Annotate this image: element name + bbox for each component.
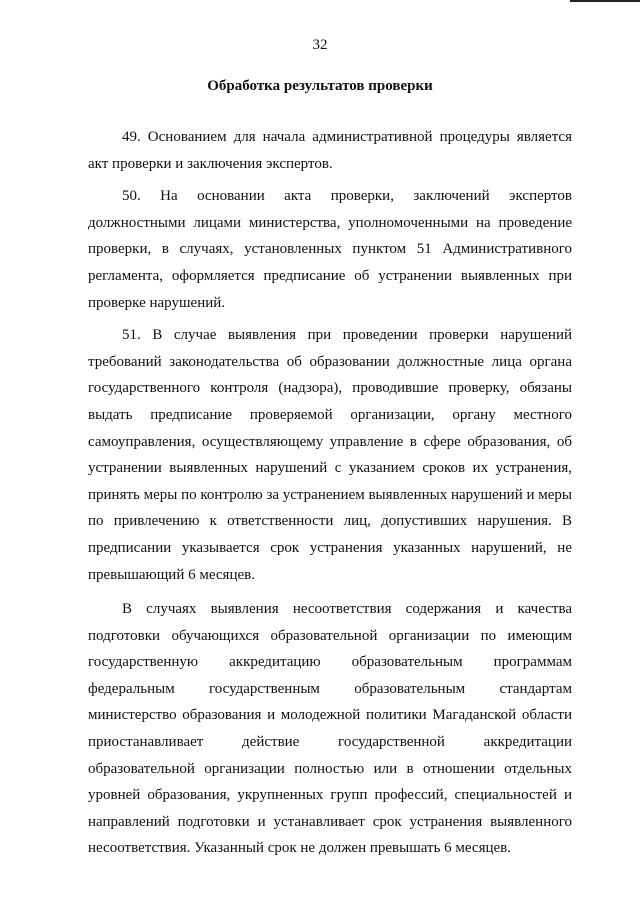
paragraph-accreditation-suspension: В случаях выявления несоответствия содержания и качества подготовки обучающихся образовательной организации по имеющим государственную аккредитацию образовательным программам федеральным государственным образовательным стандартам министерство образования и молодежной политики Магаданской области приостанавливает действие государственной аккредитации образовательной организации полностью или в отношении отдельных уровней образования, укрупненных групп профессий, специальностей и направлений подготовки и устанавливает срок устранения выявленного несоответствия. Указанный срок не должен превышать 6 месяцев. — [88, 601, 572, 857]
page-number: 32 — [312, 37, 328, 53]
paragraph-49: 49. Основанием для начала административной процедуры является акт проверки и заключения экспертов. — [88, 129, 572, 172]
document-body — [88, 124, 572, 862]
paragraph-50: 50. На основании акта проверки, заключений экспертов должностными лицами министерства, уполномоченными на проведение проверки, в случаях, установленных пунктом 51 Административного регламента, оформляется предписание об устранении выявленных при проверке нарушений. — [88, 188, 572, 311]
paragraph-51: 51. В случае выявления при проведении проверки нарушений требований законодательства об образовании должностные лица органа государственного контроля (надзора), проводившие проверку, обязаны выдать предписание проверяемой организации, органу местного самоуправления, осуществляющему управление в сфере образования, об устранении выявленных нарушений с указанием сроков их устранения, принять меры по контролю за устранением выявленных нарушений и меры по привлечению к ответственности лиц, допустивших нарушения. В предписании указывается срок устранения указанных нарушений, не превышающий 6 месяцев. — [88, 327, 572, 583]
top-edge-rule — [570, 0, 640, 2]
section-heading: Обработка результатов проверки — [207, 78, 433, 94]
